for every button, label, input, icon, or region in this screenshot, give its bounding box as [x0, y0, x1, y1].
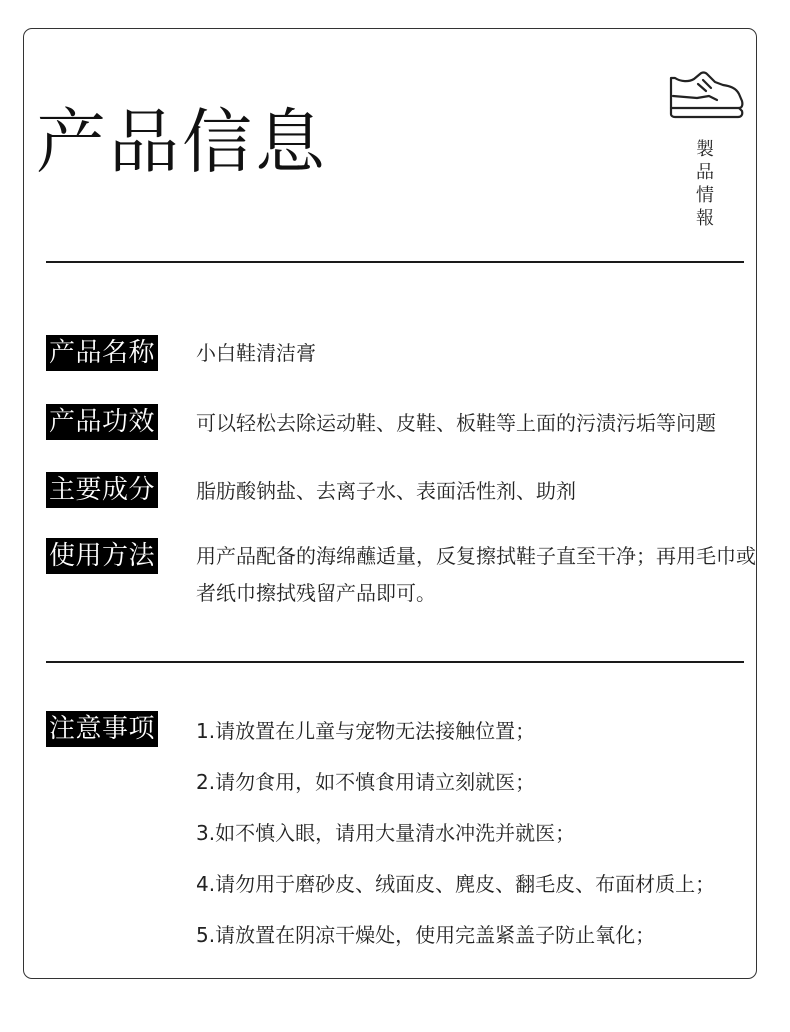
usage-label: 使用方法	[46, 538, 158, 574]
note-item: 4.请勿用于磨砂皮、绒面皮、麂皮、翻毛皮、布面材质上；	[196, 872, 716, 896]
note-item: 5.请放置在阴凉干燥处，使用完盖紧盖子防止氧化；	[196, 923, 656, 947]
page-title: 产品信息	[36, 101, 328, 183]
usage-value: 用产品配备的海绵蘸适量，反复擦拭鞋子直至干净；再用毛巾或者纸巾擦拭残留产品即可。	[196, 544, 756, 605]
product-name-label: 产品名称	[46, 335, 158, 371]
ingredients-value: 脂肪酸钠盐、去离子水、表面活性剂、助剂	[196, 479, 576, 503]
product-name-value: 小白鞋清洁膏	[196, 341, 316, 365]
ingredients-label: 主要成分	[46, 472, 158, 508]
sneaker-icon	[667, 70, 745, 122]
product-effect-label: 产品功效	[46, 404, 158, 440]
vertical-caption: 製 品 情 報	[696, 139, 714, 229]
product-effect-value: 可以轻松去除运动鞋、皮鞋、板鞋等上面的污渍污垢等问题	[196, 411, 716, 435]
notes-label: 注意事项	[46, 711, 158, 747]
note-item: 2.请勿食用，如不慎食用请立刻就医；	[196, 770, 536, 794]
note-item: 3.如不慎入眼，请用大量清水冲洗并就医；	[196, 821, 576, 845]
divider-bottom	[46, 661, 744, 663]
note-item: 1.请放置在儿童与宠物无法接触位置；	[196, 719, 536, 743]
divider-top	[46, 261, 744, 263]
